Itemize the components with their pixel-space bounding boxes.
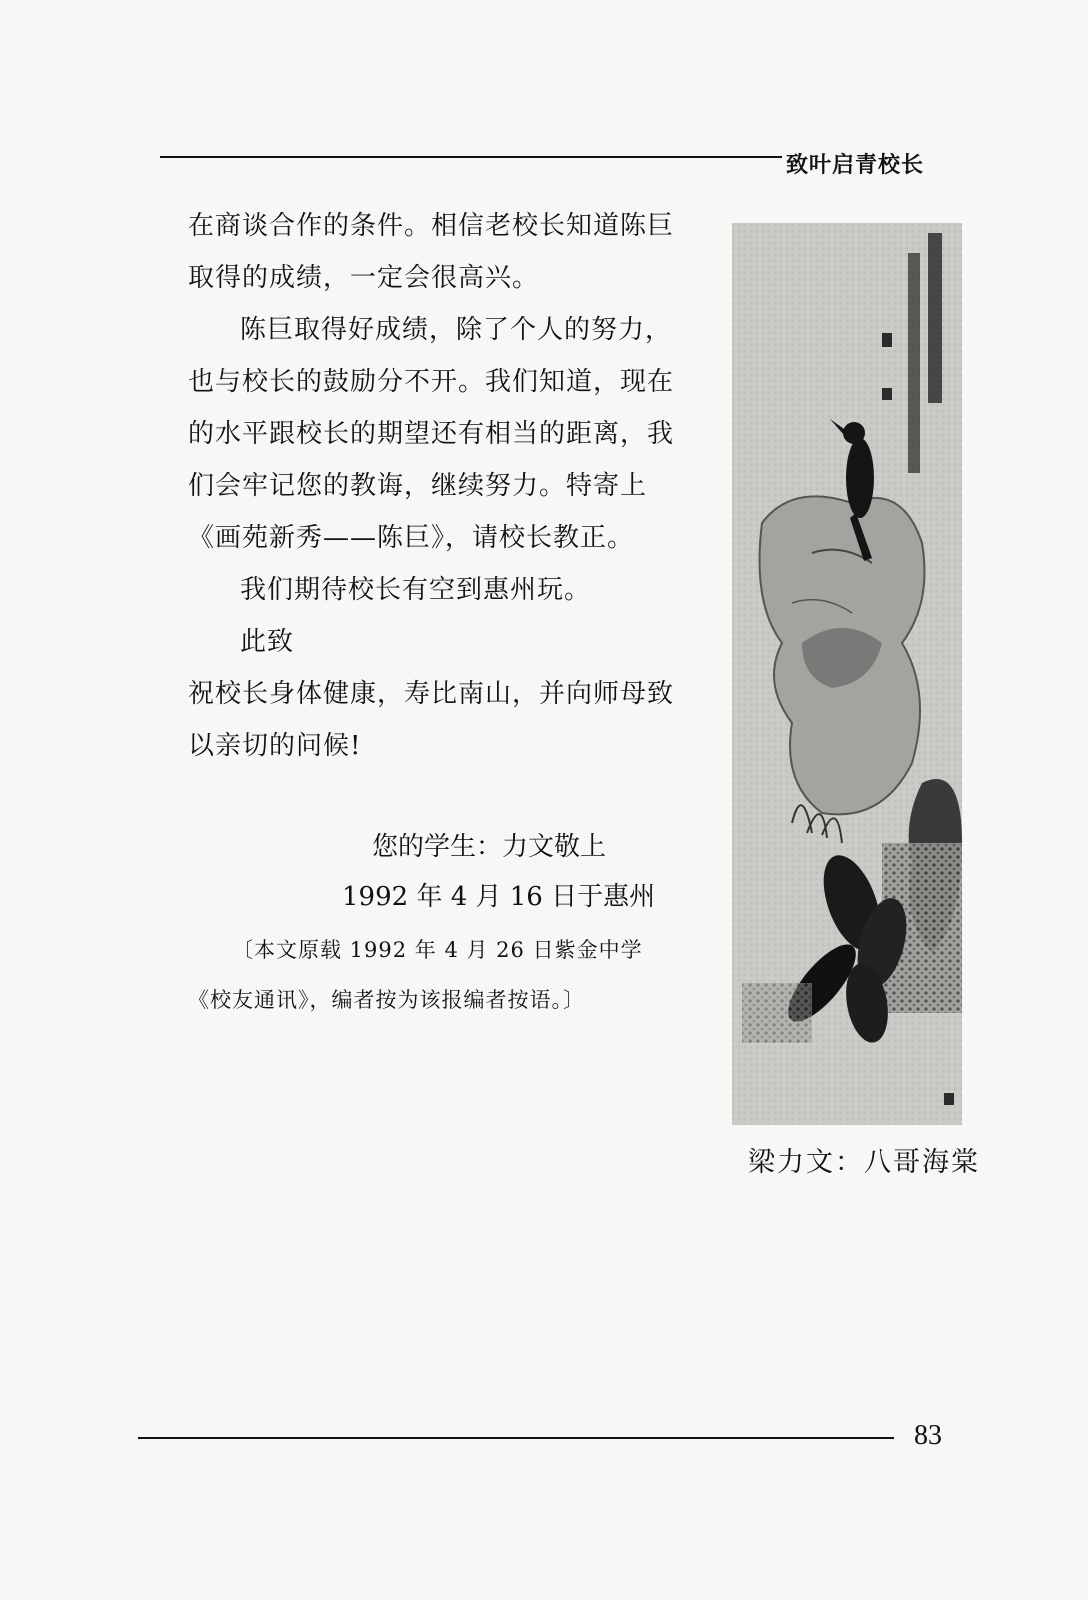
paragraph-1: 在商谈合作的条件。相信老校长知道陈巨取得的成绩，一定会很高兴。 [188, 211, 675, 293]
header-rule [160, 156, 782, 158]
editor-note [188, 925, 678, 1025]
paragraph-3: 我们期待校长有空到惠州玩。 [240, 575, 592, 605]
running-head-title: 致叶启青校长 [786, 153, 925, 178]
painting-image [732, 223, 962, 1125]
footer-rule [138, 1437, 894, 1439]
closing-wishes: 祝校长身体健康，寿比南山，并向师母致以亲切的问候! [188, 679, 675, 761]
signature-block [342, 822, 656, 922]
letter-date: 1992 年 4 月 16 日于惠州 [342, 882, 656, 912]
editor-note-text: 〔本文原载 1992 年 4 月 26 日紫金中学《校友通讯》，编者按为该报编者按语。〕 [188, 938, 643, 1012]
signature: 您的学生：力文敬上 [372, 832, 607, 862]
page-number: 83 [914, 1420, 942, 1451]
painting-caption: 梁力文：八哥海棠 [748, 1147, 980, 1178]
closing-salutation: 此致 [240, 627, 295, 657]
paragraph-2: 陈巨取得好成绩，除了个人的努力，也与校长的鼓励分不开。我们知道，现在的水平跟校长的期望还有相当的距离，我们会牢记您的教诲，继续努力。特寄上《画苑新秀——陈巨》，请校长教正。 [188, 315, 675, 553]
letter-body [188, 200, 688, 772]
